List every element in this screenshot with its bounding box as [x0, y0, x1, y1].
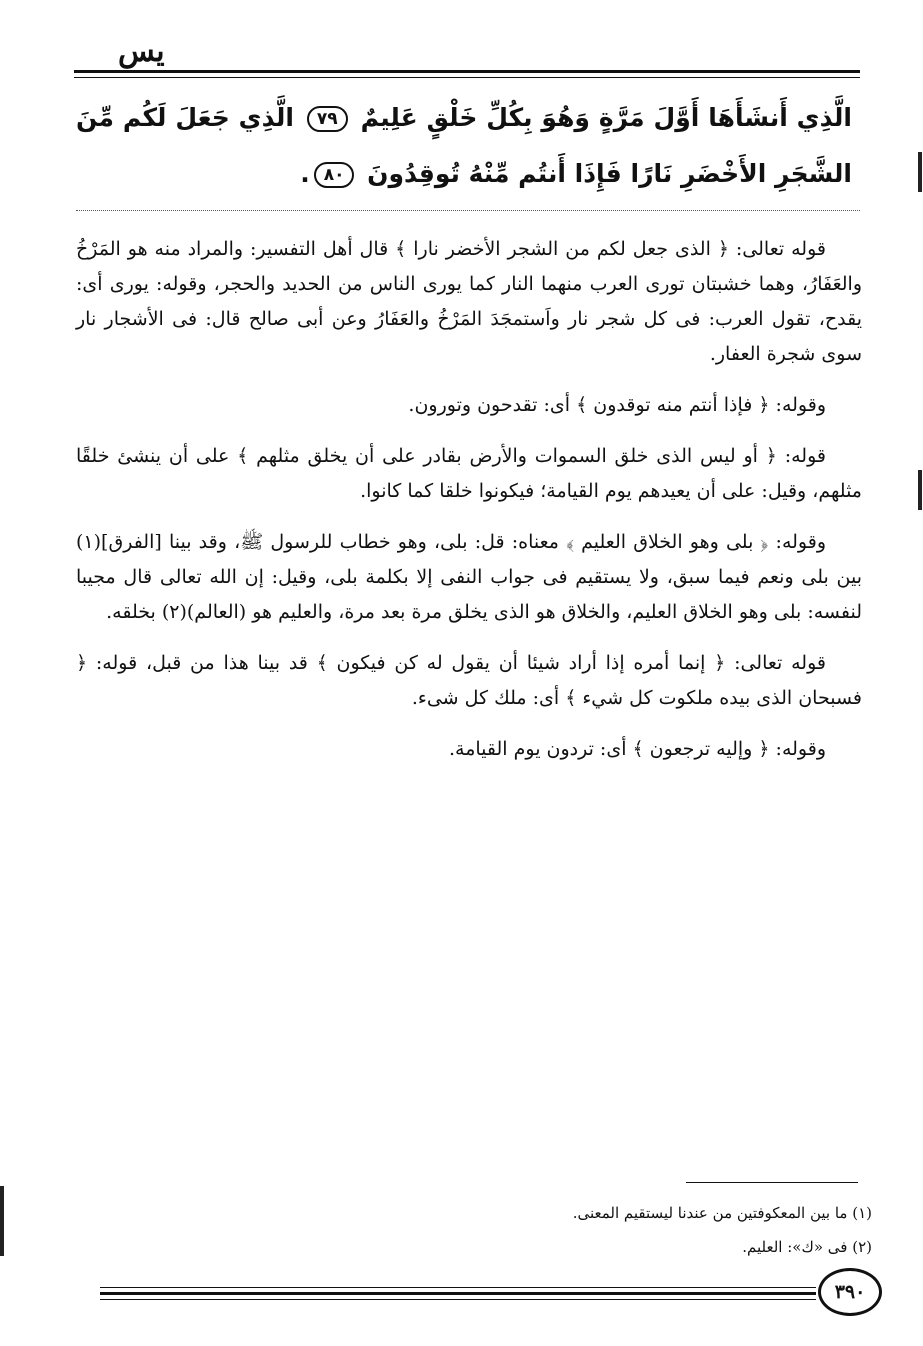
verse-separator — [76, 210, 860, 211]
verse-text: الَّذِي أَنشَأَهَا أَوَّلَ مَرَّةٍ وَهُوَ بِكُلِّ خَلْقٍ عَلِيمٌ — [360, 103, 852, 132]
footer-rule-thin — [100, 1287, 816, 1288]
footer-rule-thick — [100, 1292, 816, 1295]
footnote: (٢) فى «ك»: العليم. — [742, 1238, 872, 1256]
footnotes — [300, 1196, 872, 1264]
footnote: (١) ما بين المعكوفتين من عندنا ليستقيم المعنى. — [572, 1204, 872, 1222]
ayah-number-marker: ٧٩ — [307, 106, 348, 132]
commentary-paragraph: قوله تعالى: ﴿ إنما أمره إذا أراد شيئا أن يقول له كن فيكون ﴾ قد بينا هذا من قبل، قوله: ﴿ فسبحان الذى بيده ملكوت كل شيء ﴾ أى: ملك كل شىء. — [76, 652, 862, 709]
header-rule-thick — [74, 70, 860, 73]
commentary-paragraph: قوله: ﴿ أو ليس الذى خلق السموات والأرض بقادر على أن يخلق مثلهم ﴾ على أن ينشئ خلقًا مثلهم، وقيل: على أن يعيدهم يوم القيامة؛ فيكونوا خلقا كما كانوا. — [76, 445, 862, 502]
footnote-separator — [686, 1182, 858, 1183]
commentary-body — [76, 232, 862, 783]
margin-mark — [0, 1186, 4, 1256]
page-number: ٣٩٠ — [818, 1268, 882, 1316]
commentary-paragraph: وقوله: ﴿ بلى وهو الخلاق العليم ﴾ معناه: قل: بلى، وهو خطاب للرسول ﷺ، وقد بينا [الفرق](١) بين بلى ونعم فيما سبق، ولا يستقيم فى جواب النفى إلا بكلمة بلى، وقيل: إن الله تعالى قال مجيبا لنفسه: بلى وهو الخلاق العليم، والخلاق هو الذى يخلق مرة بعد مرة، والعليم هو (العالم)(٢) بخلقه. — [76, 531, 862, 623]
quran-verse — [76, 90, 852, 202]
footer-rule-thin — [100, 1299, 816, 1300]
verse-text: الَّذِي جَعَلَ لَكُم مِّنَ الشَّجَرِ الأَخْضَرِ نَارًا فَإِذَا أَنتُم مِّنْهُ تُوقِدُونَ — [76, 103, 852, 188]
commentary-paragraph: وقوله: ﴿ فإذا أنتم منه توقدون ﴾ أى: تقدحون وتورون. — [408, 394, 826, 416]
verse-end-mark: . — [300, 159, 310, 188]
header-rule-thin — [74, 77, 860, 78]
margin-mark — [918, 470, 922, 510]
surah-title: يس — [118, 34, 165, 69]
commentary-paragraph: قوله تعالى: ﴿ الذى جعل لكم من الشجر الأخضر نارا ﴾ قال أهل التفسير: والمراد منه هو المَرْخُ والعَفَارُ، وهما خشبتان تورى العرب منهما النار كما يورى الناس من الحديد والحجر، وقوله: يورى أى: يقدح، تقول العرب: فى كل شجر نار واَستمجَدَ المَرْخُ والعَفَارُ وعن أبى صالح قال: فى الأشجار نار سوى شجرة العفار. — [76, 238, 862, 365]
commentary-paragraph: وقوله: ﴿ وإليه ترجعون ﴾ أى: تردون يوم القيامة. — [448, 738, 826, 760]
margin-mark — [918, 152, 922, 192]
ayah-number-marker: ٨٠ — [314, 162, 355, 188]
